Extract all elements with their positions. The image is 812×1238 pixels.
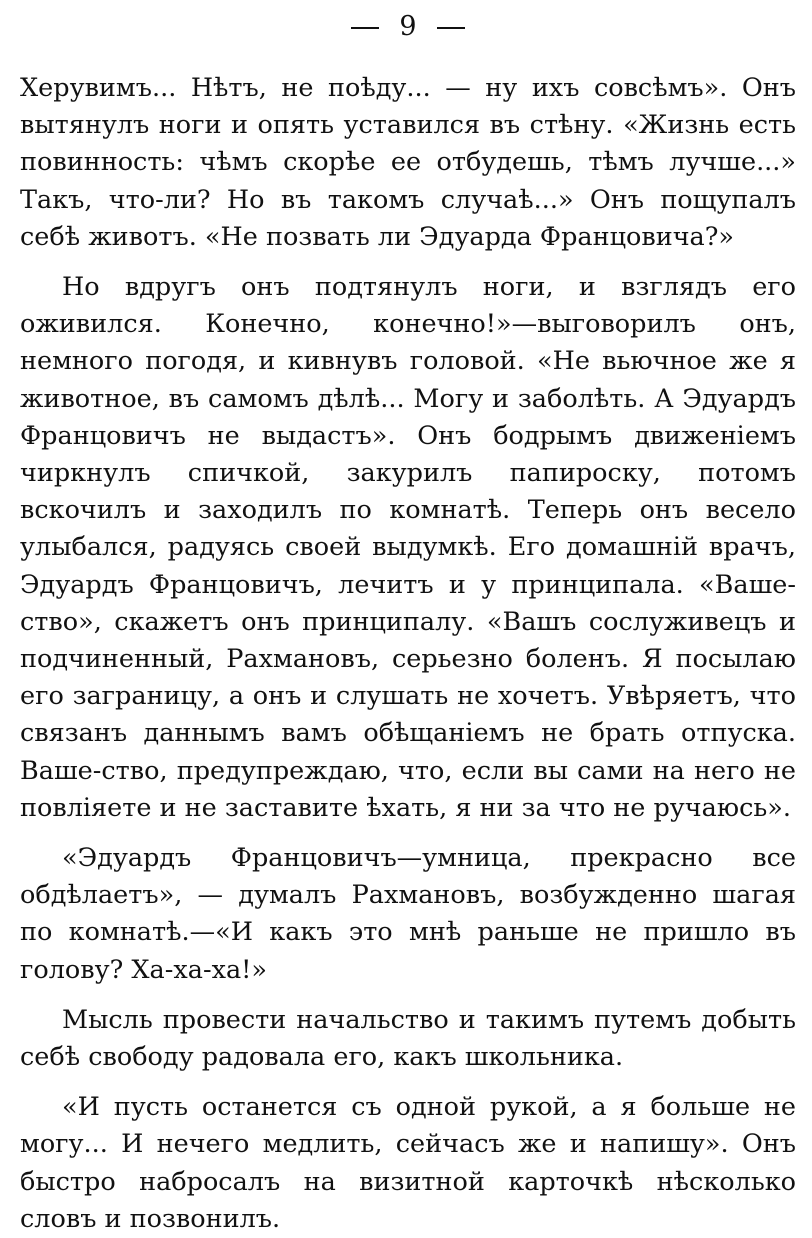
page-number: 9 (399, 11, 417, 42)
header-dash-left (351, 27, 379, 29)
paragraph: «И пусть останется съ одной рукой, а я больше не могу... И нечего медлить, сейчасъ же и напишу». Онъ быстро набросалъ на визитной карточкѣ нѣсколько словъ и позвонилъ. (20, 1092, 796, 1234)
page-body (20, 70, 796, 1238)
paragraph: Мысль провести начальство и такимъ путемъ добыть себѣ свободу радовала его, какъ школьника. (20, 1004, 796, 1073)
paragraph: Но вдругъ онъ подтянулъ ноги, и взглядъ его оживился. Конечно, конечно!»—выговорилъ онъ, немного погодя, и кивнувъ головой. «Не вьючное же я животное, въ самомъ дѣлѣ... Могу и заболѣть. А Эдуардъ Францовичъ не выдастъ». Онъ бодрымъ движеніемъ чиркнулъ спичкой, закурилъ папироску, потомъ вскочилъ и заходилъ по комнатѣ. Теперь онъ весело улыбался, радуясь своей выдумкѣ. Его домашній врачъ, Эдуардъ Францовичъ, лечитъ и у принципала. «Ваше-ство», скажетъ онъ принципалу. «Вашъ сослуживецъ и подчиненный, Рахмановъ, серьезно боленъ. Я посылаю его заграницу, а онъ и слушать не хочетъ. Увѣряетъ, что связанъ даннымъ вамъ обѣщаніемъ не брать отпуска. Ваше-ство, предупреждаю, что, если вы сами на него не повліяете и не заставите ѣхать, я ни за что не ручаюсь». (20, 272, 796, 823)
paragraph: «Эдуардъ Францовичъ—умница, прекрасно все обдѣлаетъ», — думалъ Рахмановъ, возбужденно шагая по комнатѣ.—«И какъ это мнѣ раньше не пришло въ голову? Ха-ха-ха!» (20, 843, 796, 985)
paragraph: Херувимъ... Нѣтъ, не поѣду... — ну ихъ совсѣмъ». Онъ вытянулъ ноги и опять уставился въ стѣну. «Жизнь есть повинность: чѣмъ скорѣе ее отбудешь, тѣмъ лучше...» Такъ, что-ли? Но въ такомъ случаѣ...» Онъ пощупалъ себѣ животъ. «Не позвать ли Эдуарда Францовича?» (20, 73, 796, 252)
header-dash-right (437, 27, 465, 29)
page-header (20, 8, 796, 50)
